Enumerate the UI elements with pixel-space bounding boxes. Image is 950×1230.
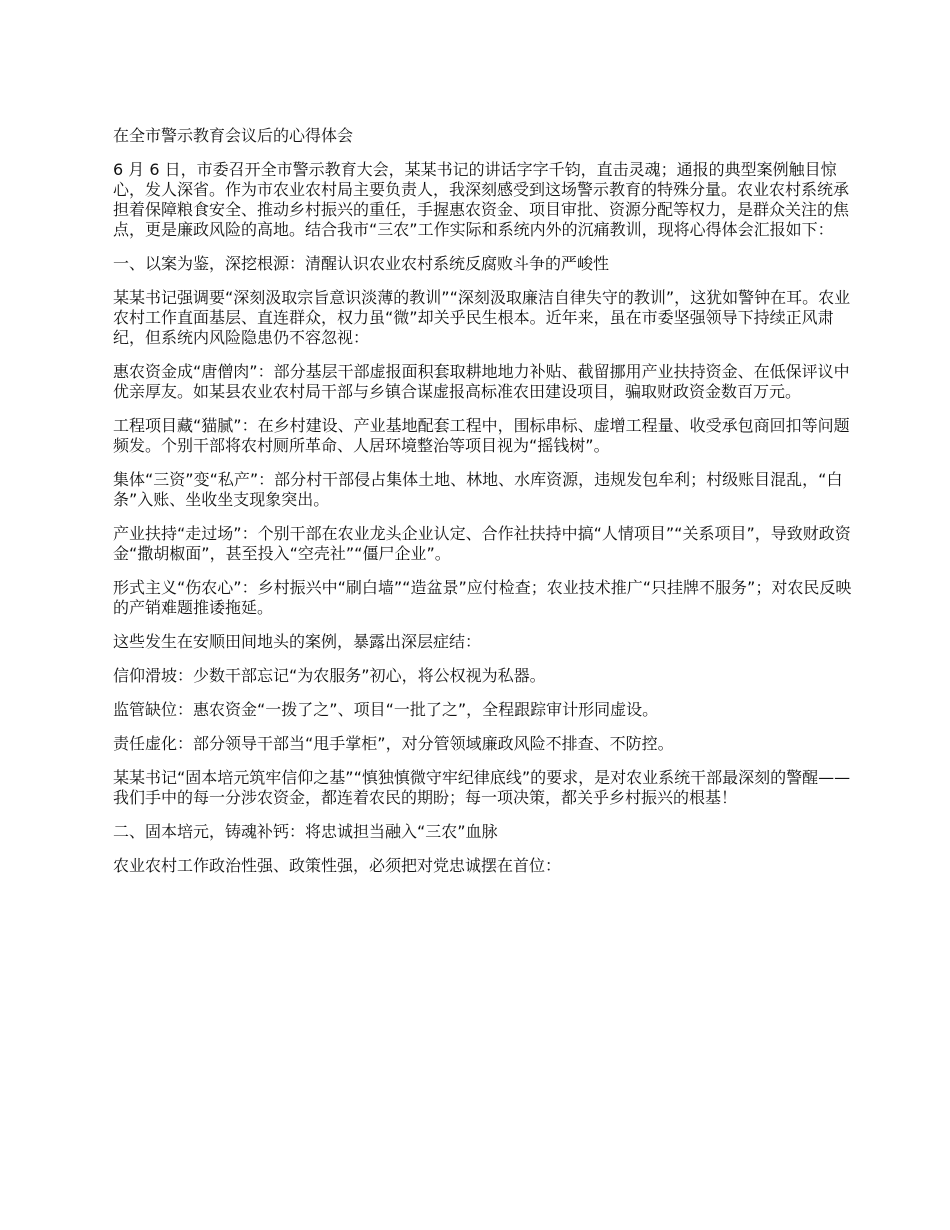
paragraph: 信仰滑坡：少数干部忘记“为农服务”初心，将公权视为私器。 — [113, 666, 546, 685]
paragraph: 农业农村工作政治性强、政策性强，必须把对党忠诚摆在首位： — [113, 856, 562, 875]
section-heading: 二、固本培元，铸魂补钙：将忠诚担当融入“三农”血脉 — [113, 822, 498, 841]
document-body — [113, 160, 858, 876]
paragraph: 某某书记强调要“深刻汲取宗旨意识淡薄的教训”“深刻汲取廉洁自律失守的教训”，这犹如警钟在耳。农业农村工作直面基层、直连群众，权力虽“微”却关乎民生根本。近年来，虽在市委坚强领导下持续正风肃纪，但系统内风险隐患仍不容忽视： — [113, 288, 851, 347]
paragraph: 某某书记“固本培元筑牢信仰之基”“慎独慎微守牢纪律底线”的要求，是对农业系统干部最深刻的警醒——我们手中的每一分涉农资金，都连着农民的期盼；每一项决策，都关乎乡村振兴的根基！ — [113, 768, 851, 807]
document-title: 在全市警示教育会议后的心得体会 — [113, 126, 354, 145]
paragraph: 监管缺位：惠农资金“一拨了之”、项目“一批了之”，全程跟踪审计形同虚设。 — [113, 700, 659, 719]
section-heading: 一、以案为鉴，深挖根源：清醒认识农业农村系统反腐败斗争的严峻性 — [113, 254, 610, 273]
paragraph: 集体“三资”变“私产”：部分村干部侵占集体土地、林地、水库资源，违规发包牟利；村级账目混乱，“白条”入账、坐收坐支现象突出。 — [113, 470, 843, 509]
paragraph: 工程项目藏“猫腻”：在乡村建设、产业基地配套工程中，围标串标、虚增工程量、收受承包商回扣等问题频发。个别干部将农村厕所革命、人居环境整治等项目视为“摇钱树”。 — [113, 416, 850, 455]
paragraph: 惠农资金成“唐僧肉”：部分基层干部虚报面积套取耕地地力补贴、截留挪用产业扶持资金、在低保评议中优亲厚友。如某县农业农村局干部与乡镇合谋虚报高标准农田建设项目，骗取财政资金数百万元。 — [113, 362, 850, 401]
paragraph: 产业扶持“走过场”：个别干部在农业龙头企业认定、合作社扶持中搞“人情项目”“关系项目”，导致财政资金“撒胡椒面”，甚至投入“空壳社”“僵尸企业”。 — [113, 524, 851, 563]
paragraph: 形式主义“伤农心”：乡村振兴中“刷白墙”“造盆景”应付检查；农业技术推广“只挂牌不服务”；对农民反映的产销难题推诿拖延。 — [113, 578, 852, 617]
paragraph: 责任虚化：部分领导干部当“甩手掌柜”，对分管领域廉政风险不排查、不防控。 — [113, 734, 674, 753]
paragraph: 6 月 6 日，市委召开全市警示教育大会，某某书记的讲话字字千钧，直击灵魂；通报的典型案例触目惊心，发人深省。作为市农业农村局主要负责人，我深刻感受到这场警示教育的特殊分量。农业农村系统承担着保障粮食安全、推动乡村振兴的重任，手握惠农资金、项目审批、资源分配等权力，是群众关注的焦点，更是廉政风险的高地。结合我市“三农”工作实际和系统内外的沉痛教训，现将心得体会汇报如下： — [113, 160, 850, 239]
document-page — [113, 126, 858, 890]
paragraph: 这些发生在安顺田间地头的案例，暴露出深层症结： — [113, 632, 482, 651]
